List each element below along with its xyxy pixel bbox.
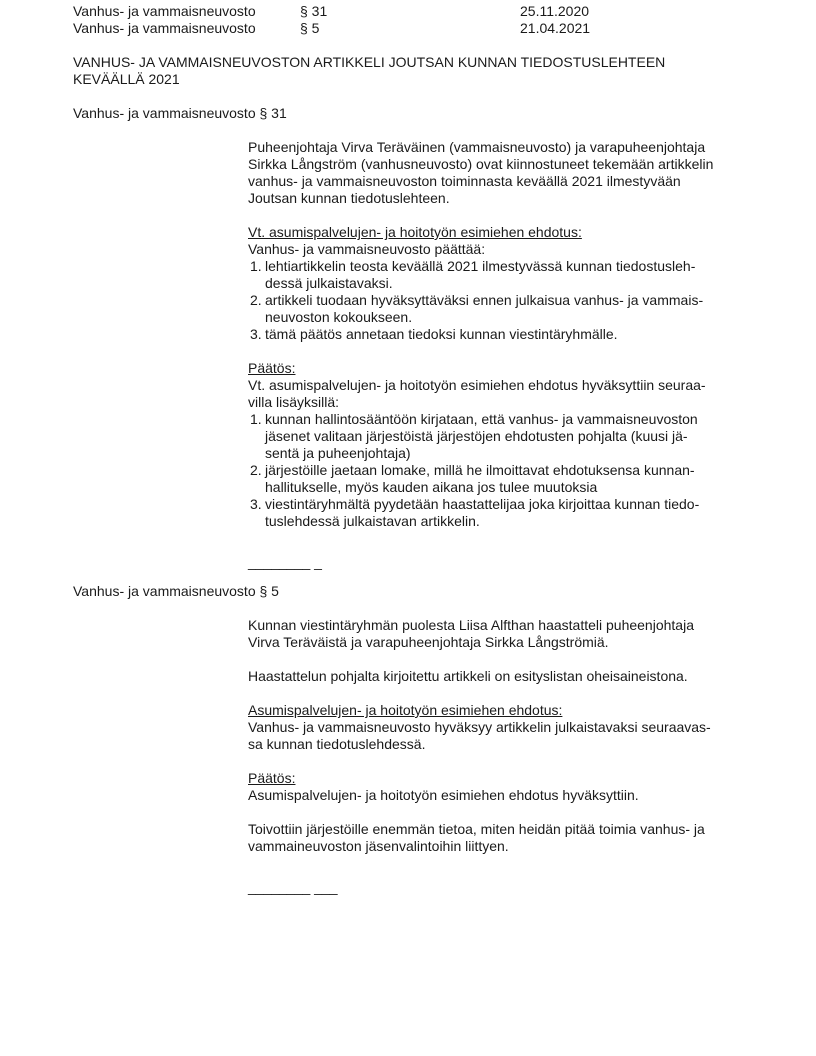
- paragraph-line: kunnan hallintosääntöön kirjataan, että vanhus- ja vammaisneuvoston: [265, 411, 698, 427]
- section-reference: § 5: [300, 20, 320, 36]
- list-item-text: [265, 326, 776, 343]
- title-line: VANHUS- JA VAMMAISNEUVOSTON ARTIKKELI JOUTSAN KUNNAN TIEDOSTUSLEHTEEN: [73, 54, 666, 70]
- list-item-text: [265, 411, 776, 462]
- paragraph-line: viestintäryhmältä pyydetään haastattelijaa joka kirjoittaa kunnan tiedo-: [265, 496, 700, 512]
- paragraph-line: sentä ja puheenjohtaja): [265, 445, 411, 461]
- title-line: KEVÄÄLLÄ 2021: [73, 71, 180, 87]
- list-marker: 3.: [250, 496, 262, 512]
- paragraph-line: Sirkka Långström (vanhusneuvosto) ovat kiinnostuneet tekemään artikkelin: [248, 156, 714, 172]
- meeting-date: 25.11.2020: [520, 3, 590, 19]
- paragraph-line: tämä päätös annetaan tiedoksi kunnan viestintäryhmälle.: [265, 326, 618, 342]
- decision-block: [248, 360, 776, 530]
- paragraph-line: Puheenjohtaja Virva Teräväinen (vammaisneuvosto) ja varapuheenjohtaja: [248, 139, 706, 155]
- proposal-block: [248, 224, 776, 343]
- meeting-date: 21.04.2021: [520, 20, 591, 36]
- paragraph-line: Kunnan viestintäryhmän puolesta Liisa Alfthan haastatteli puheenjohtaja: [248, 617, 694, 633]
- section-31-body: [248, 139, 776, 571]
- paragraph-line: Vanhus- ja vammaisneuvosto hyväksyy artikkelin julkaistavaksi seuraavas-: [248, 719, 711, 735]
- list-marker: 2.: [250, 462, 262, 478]
- paragraph-line: Haastattelun pohjalta kirjoitettu artikkeli on esityslistan oheisaineistona.: [248, 668, 688, 684]
- list-item-text: [265, 258, 776, 292]
- article-paragraph: [248, 668, 776, 685]
- paragraph-line: neuvoston kokoukseen.: [265, 309, 413, 325]
- decision-heading: Päätös:: [248, 770, 296, 786]
- interview-paragraph: [248, 617, 776, 651]
- document-title: [73, 54, 776, 88]
- paragraph-line: artikkeli tuodaan hyväksyttäväksi ennen julkaisua vanhus- ja vammais-: [265, 292, 704, 308]
- proposal-block: [248, 702, 776, 753]
- paragraph-line: Asumispalvelujen- ja hoitotyön esimiehen ehdotus hyväksyttiin.: [248, 787, 639, 803]
- list-marker: 1.: [250, 411, 262, 427]
- paragraph-line: jäsenet valitaan järjestöistä järjestöjen ehdotusten pohjalta (kuusi jä-: [265, 428, 688, 444]
- decision-heading: Päätös:: [248, 360, 296, 376]
- section-reference: § 31: [300, 3, 328, 19]
- paragraph-line: järjestöille jaetaan lomake, millä he ilmoittavat ehdotuksensa kunnan-: [265, 462, 695, 478]
- list-item: [248, 496, 776, 530]
- paragraph-line: tuslehdessä julkaistavan artikkelin.: [265, 513, 480, 529]
- section-5-body: [248, 617, 776, 896]
- proposal-heading: Vt. asumispalvelujen- ja hoitotyön esimiehen ehdotus:: [248, 224, 582, 240]
- paragraph-line: dessä julkaistavaksi.: [265, 275, 393, 291]
- header-row: [73, 20, 776, 37]
- decision-lead-line: villa lisäyksillä:: [248, 394, 340, 410]
- header-row: [73, 3, 776, 20]
- list-item-text: [265, 292, 776, 326]
- paragraph-line: Joutsan kunnan tiedotuslehteen.: [248, 190, 450, 206]
- intro-paragraph: [248, 139, 776, 207]
- paragraph-line: hallitukselle, myös kauden aikana jos tulee muutoksia: [265, 479, 598, 495]
- list-marker: 1.: [250, 258, 262, 274]
- proposal-lead: Vanhus- ja vammaisneuvosto päättää:: [248, 241, 486, 257]
- list-item: [248, 292, 776, 326]
- proposal-heading: Asumispalvelujen- ja hoitotyön esimiehen ehdotus:: [248, 702, 563, 718]
- paragraph-line: vanhus- ja vammaisneuvoston toiminnasta keväällä 2021 ilmestyvään: [248, 173, 681, 189]
- list-marker: 2.: [250, 292, 262, 308]
- list-item: [248, 411, 776, 462]
- section-end-separator: ________ ___: [248, 879, 338, 895]
- list-item: [248, 462, 776, 496]
- header-reference-rows: [73, 3, 776, 37]
- decision-lead-line: Vt. asumispalvelujen- ja hoitotyön esimiehen ehdotus hyväksyttiin seuraa-: [248, 377, 706, 393]
- paragraph-line: Toivottiin järjestöille enemmän tietoa, miten heidän pitää toimia vanhus- ja: [248, 821, 705, 837]
- paragraph-line: sa kunnan tiedotuslehdessä.: [248, 736, 426, 752]
- section-31-heading: Vanhus- ja vammaisneuvosto § 31: [73, 105, 287, 121]
- decision-list: [248, 411, 776, 530]
- proposal-list: [248, 258, 776, 343]
- list-item: [248, 258, 776, 292]
- list-item-text: [265, 462, 776, 496]
- wish-paragraph: [248, 821, 776, 855]
- committee-name: Vanhus- ja vammaisneuvosto: [73, 20, 256, 36]
- paragraph-line: vammaineuvoston jäsenvalintoihin liittyen.: [248, 838, 509, 854]
- section-end-separator: ________ _: [248, 554, 322, 570]
- decision-block: [248, 770, 776, 804]
- section-5-heading: Vanhus- ja vammaisneuvosto § 5: [73, 583, 279, 599]
- list-marker: 3.: [250, 326, 262, 342]
- paragraph-line: lehtiartikkelin teosta keväällä 2021 ilmestyvässä kunnan tiedostusleh-: [265, 258, 696, 274]
- list-item: [248, 326, 776, 343]
- list-item-text: [265, 496, 776, 530]
- paragraph-line: Virva Teräväistä ja varapuheenjohtaja Sirkka Långströmiä.: [248, 634, 609, 650]
- committee-name: Vanhus- ja vammaisneuvosto: [73, 3, 256, 19]
